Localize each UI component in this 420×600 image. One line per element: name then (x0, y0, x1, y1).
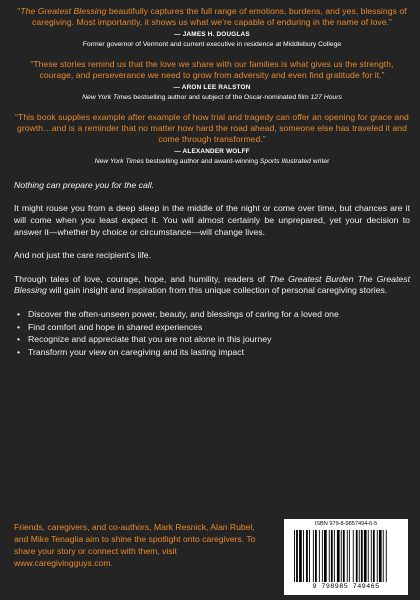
barcode (284, 519, 408, 595)
blurb-quote: “This book supplies example after example of how trial and tragedy can offer an opening for grace and growth…and is a reminder that no matter how hard the road ahead, someone else has traveled it and come through transformed.” (15, 111, 409, 145)
paragraph-1: It might rouse you from a deep sleep in the middle of the night or come over time, but chances are it will come when you least expect it. You will almost certainly be unprepared, yet your decision to answer it—whether by choice or circumstance—will change lives. (14, 203, 410, 237)
list-item: • Transform your view on caregiving and its lasting impact (14, 347, 410, 359)
list-item: • Discover the often-unseen power, beauty, and blessings of caring for a loved one (14, 309, 410, 321)
lead-line: Nothing can prepare you for the call. (14, 179, 155, 190)
blurb-quote: “These stories remind us that the love we share with our families is what gives us the strength, courage, and perseverance we need to grow from adversity and even find gratitude for it.” (30, 58, 394, 81)
blurb-ralston (14, 59, 410, 102)
paragraph-3: Through tales of love, courage, hope, and humility, readers of The Greatest Burden The Greatest Blessing will gain insight and inspiration from this unique collection of personal caregiving stories. (14, 273, 410, 296)
author-note: Friends, caregivers, and co-authors, Mark Resnick, Alan Rubel, and Mike Tenaglia aim to shine the spotlight onto caregivers. To share your story or connect with them, visit www.caregivingguys.com. (14, 522, 256, 568)
paragraph-2: And not just the care recipient’s life. (14, 250, 151, 261)
blurb-attribution: — ARON LEE RALSTON (173, 83, 251, 91)
list-item: • Recognize and appreciate that you are not alone in this journey (14, 334, 410, 346)
blurb-douglas (14, 6, 410, 49)
blurb-credential: New York Times bestselling author and award-winning Sports Illustrated writer (94, 157, 330, 165)
blurb-attribution: — JAMES H. DOUGLAS (174, 30, 250, 38)
blurb-credential: New York Times bestselling author and subject of the Oscar-nominated film 127 Hours (82, 93, 342, 101)
isbn-label: ISBN 979-8-9857494-6-5 (314, 521, 378, 527)
book-title: The Greatest Blessing (20, 6, 107, 16)
blurb-wolff (14, 112, 410, 166)
barcode-number: 9 798985 749465 (312, 583, 380, 591)
book-title: The Greatest Burden The Greatest Blessing (14, 273, 410, 296)
description (14, 180, 410, 359)
benefit-list (14, 309, 410, 358)
barcode-bars (294, 530, 398, 582)
list-item: • Find comfort and hope in shared experiences (14, 322, 410, 334)
blurb-credential: Former governor of Vermont and current executive in residence at Middlebury College (82, 40, 342, 48)
blurb-quote: “The Greatest Blessing beautifully captures the full range of emotions, burdens, and yes, blessings of caregiving. Most importantly, it shows us what we’re capable of enduring in the name of love.” (17, 6, 407, 28)
blurb-attribution: — ALEXANDER WOLFF (174, 147, 250, 155)
